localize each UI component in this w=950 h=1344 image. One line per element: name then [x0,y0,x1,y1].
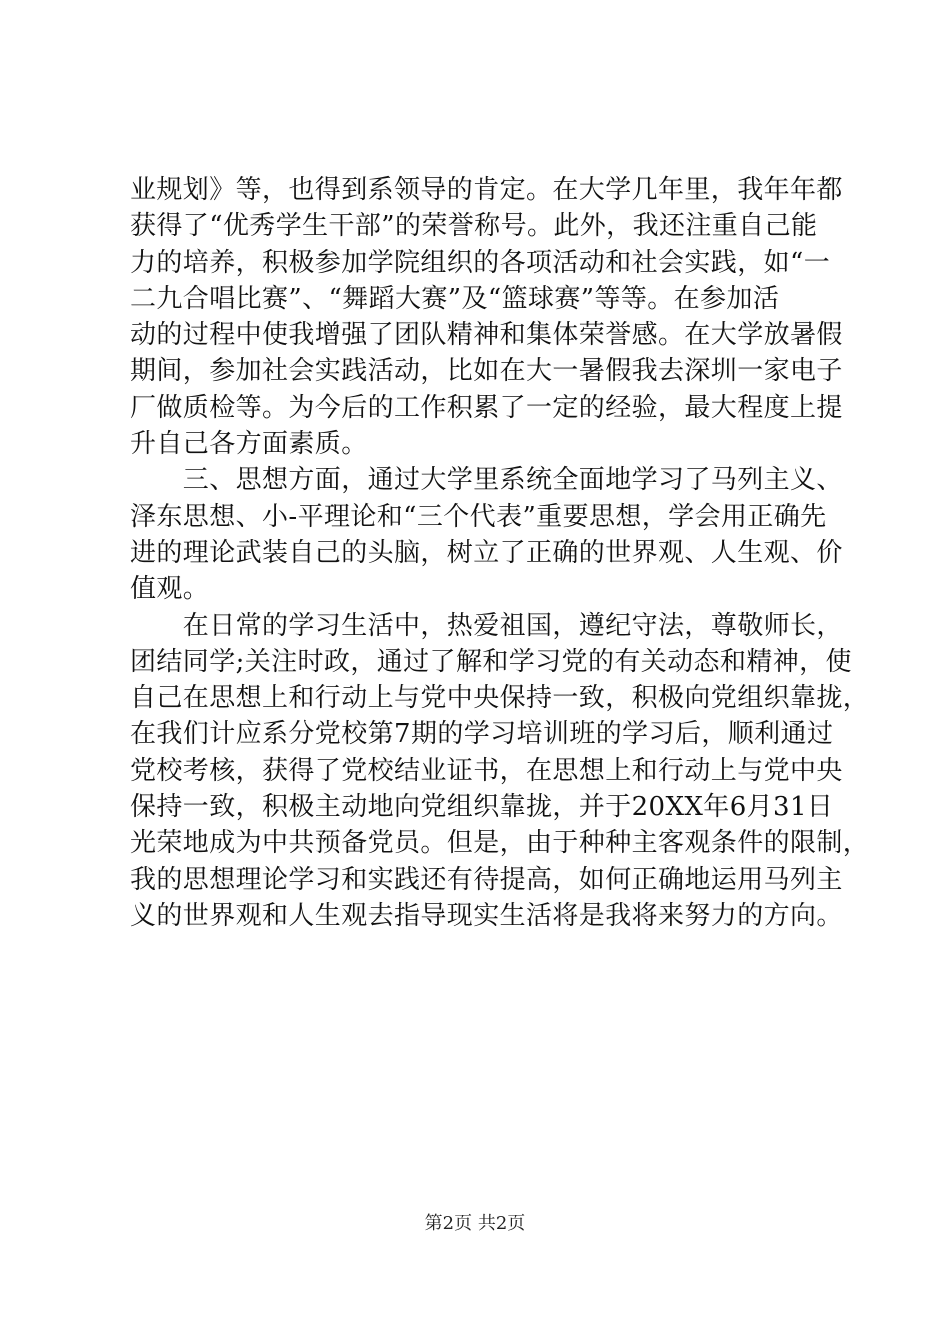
text-line: 在我们计应系分党校第7期的学习培训班的学习后，顺利通过 [130,719,834,750]
text-line: 义的世界观和人生观去指导现实生活将是我将来努力的方向。 [130,900,843,931]
text-line: 保持一致，积极主动地向党组织靠拢，并于20XX年6月31日 [130,792,834,823]
text-line: 党校考核，获得了党校结业证书，在思想上和行动上与党中央 [130,755,843,786]
text-line: 二九合唱比赛”、“舞蹈大赛”及“篮球赛”等等。在参加活 [130,283,780,314]
text-line: 期间，参加社会实践活动，比如在大一暑假我去深圳一家电子 [130,356,843,387]
text-line: 升自己各方面素质。 [130,429,368,460]
text-line: 动的过程中使我增强了团队精神和集体荣誉感。在大学放暑假 [130,320,843,351]
text-line: 光荣地成为中共预备党员。但是，由于种种主客观条件的限制， [130,828,870,859]
text-line: 厂做质检等。为今后的工作积累了一定的经验，最大程度上提 [130,392,843,423]
text-line: 在日常的学习生活中，热爱祖国，遵纪守法，尊敬师长， [130,610,843,641]
text-line: 进的理论武装自己的头脑，树立了正确的世界观、人生观、价 [130,537,843,568]
page-number-footer: 第2页 共2页 [424,1213,526,1234]
text-line: 业规划》等，也得到系领导的肯定。在大学几年里，我年年都 [130,175,843,205]
text-line: 力的培养，积极参加学院组织的各项活动和社会实践，如“一 [130,247,831,278]
text-line: 获得了“优秀学生干部”的荣誉称号。此外，我还注重自己能 [130,211,818,242]
text-line: 三、思想方面，通过大学里系统全面地学习了马列主义、 [130,465,843,496]
text-line: 团结同学;关注时政，通过了解和学习党的有关动态和精神，使 [130,646,852,677]
body-text [130,172,870,934]
text-line: 泽东思想、小-平理论和“三个代表”重要思想，学会用正确先 [130,501,827,532]
text-line: 值观。 [130,574,210,605]
text-line: 我的思想理论学习和实践还有待提高，如何正确地运用马列主 [130,864,843,895]
text-line: 自己在思想上和行动上与党中央保持一致，积极向党组织靠拢， [130,683,870,714]
